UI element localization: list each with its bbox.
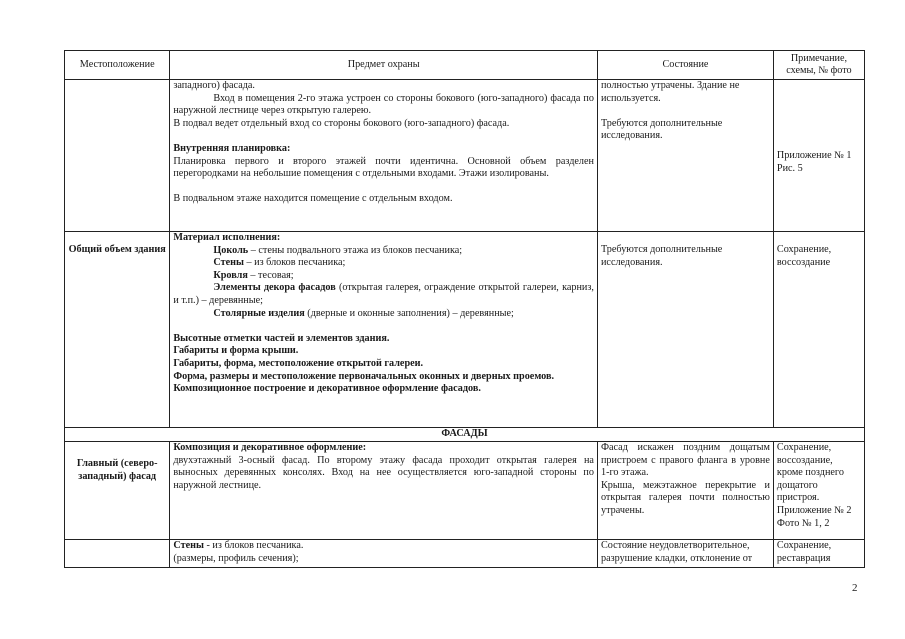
table-row <box>65 232 865 428</box>
text-paragraph: Требуются дополнительные исследования. <box>600 117 723 142</box>
header-condition: Состояние <box>597 51 773 80</box>
text-paragraph: Фото № 1, 2 <box>776 517 830 529</box>
table-row <box>65 80 865 232</box>
list-item <box>173 245 594 258</box>
list-item <box>173 270 594 283</box>
cell-condition <box>597 232 773 428</box>
item-term: Столярные изделия <box>213 307 305 319</box>
bold-line: Композиционное построение и декоративное оформление фасадов. <box>173 383 481 395</box>
text-paragraph: двухэтажный 3-осный фасад. По второму этажу фасада проходит открытая галерея на выносных деревянных консолях. Вход на нее осуществляется юго-западной стороны по наружной лестнице. <box>173 454 594 491</box>
cell-notes: Сохранение, реставрация <box>773 540 864 568</box>
bold-line: Габариты и форма крыши. <box>173 345 299 357</box>
cell-condition <box>597 442 773 540</box>
cell-notes <box>773 232 864 428</box>
header-notes: Примечание, схемы, № фото <box>773 51 864 80</box>
cell-location <box>65 540 170 568</box>
item-term: Элементы декора фасадов <box>213 282 336 294</box>
text-paragraph: Рис. 5 <box>776 162 803 174</box>
text-paragraph <box>173 540 594 553</box>
cell-condition <box>597 80 773 232</box>
cell-location <box>65 80 170 232</box>
text-paragraph: Сохранение, воссоздание, кроме позднего дощатого пристроя. <box>776 442 844 504</box>
cell-condition: Состояние неудовлетворительное, разрушение кладки, отклонение от <box>597 540 773 568</box>
subheading: Материал исполнения: <box>173 232 281 243</box>
list-item <box>173 308 594 321</box>
bold-line: Высотные отметки частей и элементов здания. <box>173 332 390 344</box>
list-item <box>173 282 594 307</box>
section-row <box>65 428 865 442</box>
page-number: 2 <box>852 582 858 594</box>
text-paragraph: Приложение № 1 <box>776 150 852 161</box>
subheading: Внутренняя планировка: <box>173 142 291 154</box>
item-text: - из блоков песчаника. <box>203 540 304 551</box>
cell-location: Главный (северо-западный) фасад <box>65 442 170 540</box>
cell-location: Общий объем здания <box>65 232 170 428</box>
cell-subject <box>170 442 598 540</box>
header-location: Местоположение <box>65 51 170 80</box>
text-paragraph: Требуются дополнительные исследования. <box>600 244 723 268</box>
item-text: – стены подвального этажа из блоков песчаника; <box>248 244 463 256</box>
item-term: Цоколь <box>213 244 249 256</box>
text-paragraph: В подвал ведет отдельный вход со стороны бокового (юго-западного) фасада. <box>173 117 510 129</box>
list-item <box>173 257 594 270</box>
text-paragraph: западного) фасада. <box>173 80 255 91</box>
item-text: (дверные и оконные заполнения) – деревянные; <box>304 307 514 319</box>
text-paragraph: Приложение № 2 <box>776 504 852 516</box>
protection-subject-table <box>64 50 865 568</box>
item-term: Кровля <box>213 269 248 281</box>
bold-line: Габариты, форма, местоположение открытой галереи. <box>173 357 424 369</box>
cell-subject <box>170 232 598 428</box>
text-paragraph: Сохранение, воссоздание <box>776 244 832 268</box>
bold-line: Форма, размеры и местоположение первоначальных оконных и дверных проемов. <box>173 370 555 382</box>
cell-subject <box>170 540 598 568</box>
table-row <box>65 540 865 568</box>
text-paragraph: Планировка первого и второго этажей почти идентична. Основной объем разделен перегородками на небольшие помещения с отдельными входами. Этажи изолированы. <box>173 155 594 180</box>
text-paragraph: В подвальном этаже находится помещение с отдельным входом. <box>173 193 453 205</box>
item-term: Стены <box>213 257 244 269</box>
text-paragraph: (размеры, профиль сечения); <box>173 552 299 564</box>
cell-subject <box>170 80 598 232</box>
subheading: Композиция и декоративное оформление: <box>173 442 367 453</box>
item-text: (открытая галерея, ограждение открытой галереи, карниз, и т.п.) – деревянные; <box>173 282 594 306</box>
header-subject: Предмет охраны <box>170 51 598 80</box>
text-paragraph: Фасад искажен поздним дощатым пристроем с правого фланга в уровне 1-го этажа. <box>600 442 770 479</box>
table-header-row <box>65 51 865 80</box>
text-paragraph: полностью утрачены. Здание не используется. <box>600 80 740 104</box>
item-text: – тесовая; <box>247 269 294 281</box>
cell-notes <box>773 80 864 232</box>
text-paragraph: Крыша, межэтажное перекрытие и открытая галерея почти полностью утрачены. <box>600 479 770 516</box>
text-paragraph: Вход в помещения 2-го этажа устроен со стороны бокового (юго-западного) фасада по наружной лестнице через открытую галерею. <box>173 92 594 117</box>
table-row <box>65 442 865 540</box>
section-title: ФАСАДЫ <box>65 428 865 442</box>
item-text: – из блоков песчаника; <box>243 257 346 269</box>
item-term: Стены <box>173 540 204 551</box>
cell-notes <box>773 442 864 540</box>
